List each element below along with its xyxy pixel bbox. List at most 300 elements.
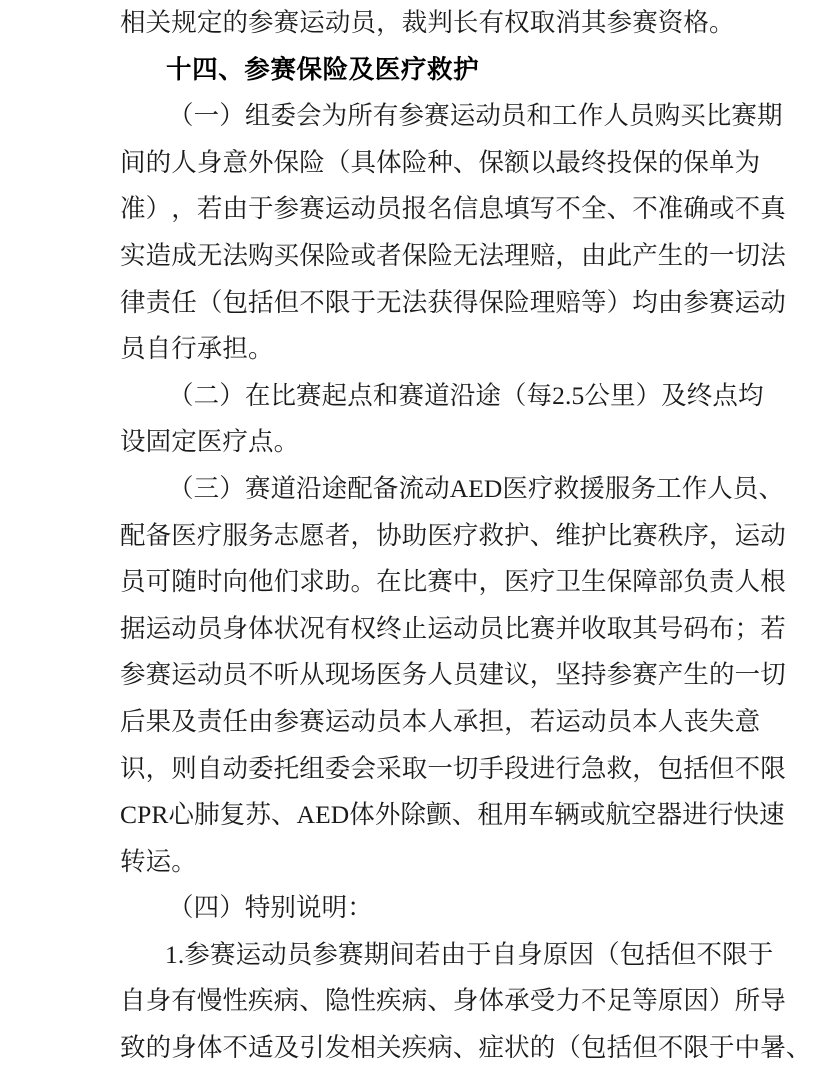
numbered-item-1-line-1	[120, 932, 774, 979]
glyph: 意	[734, 706, 761, 736]
glyph: 途	[475, 380, 501, 410]
glyph: 单	[709, 147, 735, 177]
glyph: 进	[682, 800, 708, 830]
glyph: 自	[491, 939, 518, 969]
glyph: 本	[632, 706, 658, 736]
glyph: 员	[500, 101, 527, 131]
glyph: 的	[683, 240, 710, 270]
glyph: 其	[632, 613, 658, 643]
glyph: 不	[555, 194, 581, 224]
glyph: 性	[350, 986, 377, 1016]
glyph: 若	[760, 613, 786, 643]
glyph: ）	[219, 380, 245, 410]
glyph: 所	[734, 986, 761, 1016]
glyph: 疗	[528, 473, 554, 503]
glyph: 疗	[452, 520, 479, 550]
glyph: 长	[452, 8, 479, 37]
glyph: 准	[120, 194, 146, 224]
glyph: 限	[324, 287, 351, 317]
glyph: ，	[145, 753, 172, 783]
paragraph-3-line-4	[120, 606, 786, 653]
glyph: 5	[571, 380, 585, 410]
glyph: 身	[145, 986, 172, 1016]
glyph: 终	[686, 380, 713, 410]
glyph: 沿	[296, 473, 322, 503]
glyph: 终	[376, 613, 402, 643]
glyph: 责	[709, 567, 735, 597]
glyph: 可	[145, 567, 172, 597]
glyph: 切	[734, 240, 761, 270]
glyph: 自	[196, 753, 223, 783]
glyph: ，	[632, 753, 658, 783]
glyph: （	[594, 939, 620, 969]
paragraph-3-line-2	[120, 513, 786, 560]
glyph: 员	[222, 660, 249, 690]
glyph: 及	[661, 380, 687, 410]
glyph: 用	[502, 800, 529, 830]
glyph: 的	[657, 147, 684, 177]
glyph: 无	[196, 240, 223, 270]
glyph: 和	[372, 380, 399, 410]
glyph: ，	[504, 706, 530, 736]
glyph: 丧	[683, 706, 710, 736]
glyph: 无	[376, 287, 402, 317]
glyph: 体	[196, 1033, 223, 1063]
glyph: ，	[529, 660, 556, 690]
glyph: 心	[168, 800, 195, 830]
glyph: E	[468, 473, 484, 503]
glyph: 生	[657, 240, 684, 270]
glyph: 秩	[657, 520, 684, 550]
glyph: 点	[347, 380, 373, 410]
glyph: 责	[145, 287, 172, 317]
glyph: 、	[452, 1033, 479, 1063]
glyph: 果	[145, 706, 172, 736]
glyph: 包	[222, 287, 249, 317]
glyph: 救	[606, 753, 633, 783]
glyph: 。	[709, 8, 735, 37]
glyph: 由	[440, 939, 467, 969]
glyph: 等	[632, 986, 658, 1016]
glyph: 号	[657, 613, 684, 643]
glyph: 无	[452, 240, 479, 270]
glyph: 承	[452, 706, 479, 736]
glyph: D	[330, 800, 350, 830]
glyph: 人	[734, 567, 761, 597]
glyph: 终	[580, 147, 607, 177]
glyph: 保	[683, 147, 710, 177]
glyph: 建	[478, 660, 505, 690]
glyph: 为	[321, 101, 348, 131]
glyph: 体	[248, 613, 274, 643]
glyph: 会	[296, 101, 322, 131]
text-column	[120, 0, 812, 1072]
glyph: A	[296, 800, 316, 830]
glyph: 员	[478, 613, 505, 643]
glyph: 疾	[401, 1033, 428, 1063]
glyph: 据	[120, 613, 146, 643]
glyph: 确	[683, 194, 710, 224]
glyph: 进	[529, 753, 556, 783]
glyph: 一	[734, 660, 761, 690]
glyph: 赛	[338, 939, 364, 969]
glyph: 。	[350, 567, 377, 597]
glyph: 服	[604, 473, 631, 503]
glyph: 括	[645, 939, 671, 969]
glyph: 时	[196, 567, 223, 597]
glyph: 一	[427, 753, 453, 783]
glyph: 失	[709, 706, 735, 736]
glyph: 空	[630, 800, 657, 830]
glyph: ，	[478, 567, 505, 597]
glyph: ）	[145, 194, 172, 224]
glyph: 赔	[529, 240, 556, 270]
glyph: 在	[376, 567, 402, 597]
glyph: 段	[504, 753, 530, 783]
glyph: 种	[427, 147, 453, 177]
glyph: 动	[350, 706, 377, 736]
glyph: 中	[734, 1033, 761, 1063]
glyph: 比	[504, 613, 530, 643]
glyph: 赛	[299, 706, 325, 736]
glyph: 员	[286, 939, 313, 969]
glyph: 取	[401, 753, 428, 783]
numbered-item-1-line-2	[120, 978, 786, 1025]
paragraph-1-line-5	[120, 280, 786, 327]
glyph: 参	[184, 939, 210, 969]
glyph: （	[168, 473, 194, 503]
glyph: 为	[734, 147, 761, 177]
glyph: 括	[606, 1033, 633, 1063]
glyph: 于	[747, 939, 774, 969]
glyph: 的	[529, 1033, 556, 1063]
glyph: 、	[758, 473, 785, 503]
glyph: 均	[738, 380, 764, 410]
glyph: 求	[299, 567, 325, 597]
glyph: 保	[299, 240, 325, 270]
glyph: 成	[171, 240, 197, 270]
glyph: 此	[606, 240, 633, 270]
glyph: 不	[696, 939, 723, 969]
paragraph-2-line-2: 设固定医疗点。	[120, 427, 300, 457]
glyph: 动	[196, 660, 223, 690]
glyph: 得	[452, 287, 479, 317]
glyph: 他	[248, 567, 274, 597]
glyph: 法	[401, 287, 428, 317]
glyph: 括	[248, 287, 274, 317]
glyph: 或	[350, 240, 377, 270]
section-heading: 十四、参赛保险及医疗救护	[166, 55, 480, 84]
glyph: 律	[120, 287, 146, 317]
glyph: 险	[401, 147, 428, 177]
glyph: 引	[299, 1033, 325, 1063]
glyph: 不	[734, 753, 761, 783]
glyph: 外	[374, 800, 401, 830]
glyph: 起	[321, 380, 348, 410]
glyph: 动	[324, 8, 351, 37]
paragraph-4-line-1: （四）特别说明：	[168, 893, 373, 923]
glyph: 动	[171, 613, 197, 643]
glyph: 和	[526, 101, 553, 131]
paragraph-1-line-6: 员自行承担。	[120, 334, 274, 364]
glyph: 运	[299, 8, 325, 37]
glyph: 法	[222, 240, 249, 270]
glyph: 生	[580, 567, 607, 597]
glyph: 名	[427, 194, 453, 224]
glyph: 但	[709, 753, 735, 783]
glyph: 但	[670, 939, 697, 969]
glyph: 动	[222, 753, 249, 783]
glyph: 有	[372, 101, 399, 131]
glyph: 维	[555, 520, 581, 550]
glyph: 赛	[632, 520, 658, 550]
glyph: 动	[452, 613, 479, 643]
glyph: 有	[171, 986, 197, 1016]
glyph: 不	[299, 287, 325, 317]
glyph: 本	[401, 706, 428, 736]
glyph: 或	[579, 800, 606, 830]
glyph: 性	[222, 986, 249, 1016]
glyph: 配	[120, 520, 146, 550]
glyph: 不	[580, 986, 607, 1016]
glyph: 或	[709, 194, 735, 224]
glyph: 员	[196, 613, 223, 643]
glyph: 工	[656, 473, 682, 503]
glyph: 后	[120, 706, 146, 736]
glyph: 卫	[555, 567, 581, 597]
glyph: 止	[401, 613, 428, 643]
glyph: 工	[552, 101, 578, 131]
glyph: 赛	[424, 101, 450, 131]
paragraph-1-line-4	[120, 233, 786, 280]
glyph: 赛	[273, 8, 300, 37]
glyph: 途	[321, 473, 348, 503]
glyph: 动	[261, 939, 287, 969]
glyph: 布	[709, 613, 735, 643]
glyph: 医	[376, 660, 402, 690]
glyph: 限	[760, 753, 786, 783]
glyph: 员	[120, 567, 146, 597]
glyph: 由	[580, 240, 607, 270]
glyph: 息	[478, 194, 505, 224]
glyph: 疗	[196, 520, 223, 550]
paragraph-1-line-2	[120, 140, 761, 187]
glyph: 足	[606, 986, 633, 1016]
glyph: P	[137, 800, 152, 830]
glyph: 动	[760, 287, 786, 317]
glyph: 准	[657, 194, 684, 224]
glyph: C	[120, 800, 138, 830]
glyph: 听	[273, 660, 300, 690]
glyph: （	[168, 380, 194, 410]
glyph: （	[324, 147, 351, 177]
glyph: 比	[606, 520, 633, 550]
glyph: ，	[350, 520, 377, 550]
glyph: 体	[349, 800, 375, 830]
glyph: 援	[579, 473, 605, 503]
glyph: 码	[683, 613, 710, 643]
glyph: 写	[529, 194, 556, 224]
glyph: .	[177, 939, 185, 969]
glyph: 者	[324, 520, 351, 550]
continued-paragraph-line	[120, 0, 735, 47]
glyph: 的	[709, 660, 735, 690]
glyph: 以	[529, 147, 556, 177]
glyph: 赛	[709, 287, 735, 317]
glyph: 、	[785, 1033, 812, 1063]
glyph: 权	[350, 613, 377, 643]
glyph: 导	[760, 986, 786, 1016]
glyph: 理	[504, 240, 530, 270]
glyph: 于	[466, 939, 492, 969]
glyph: 参	[273, 706, 300, 736]
glyph: 不	[222, 1033, 249, 1063]
glyph: 参	[683, 287, 710, 317]
glyph: 若	[529, 706, 556, 736]
glyph: 但	[273, 287, 300, 317]
glyph: 于	[248, 194, 274, 224]
glyph: 由	[222, 194, 249, 224]
glyph: 务	[401, 660, 428, 690]
glyph: 沿	[449, 380, 476, 410]
glyph: 其	[580, 8, 607, 37]
glyph: 暑	[760, 1033, 786, 1063]
glyph: 护	[504, 520, 530, 550]
glyph: 及	[273, 1033, 300, 1063]
glyph: 则	[171, 753, 197, 783]
glyph: 作	[577, 101, 604, 131]
glyph: 参	[120, 660, 146, 690]
glyph: 者	[376, 240, 402, 270]
glyph: 等	[580, 287, 607, 317]
glyph: 流	[398, 473, 425, 503]
glyph: 赛	[529, 613, 556, 643]
glyph: 获	[427, 287, 453, 317]
glyph: 员	[376, 706, 402, 736]
glyph: 部	[657, 567, 684, 597]
glyph: 间	[389, 939, 415, 969]
glyph: 医	[504, 567, 530, 597]
glyph: 运	[449, 101, 476, 131]
paragraph-2-line-1	[120, 373, 764, 420]
glyph: 医	[427, 520, 453, 550]
glyph: 隐	[324, 986, 351, 1016]
glyph: 于	[709, 1033, 735, 1063]
glyph: 组	[299, 753, 325, 783]
glyph: 赛	[244, 473, 271, 503]
glyph: A	[449, 473, 469, 503]
glyph: 动	[760, 520, 786, 550]
glyph: 状	[273, 613, 300, 643]
glyph: 赛	[632, 8, 658, 37]
glyph: 员	[452, 660, 479, 690]
glyph: 相	[350, 1033, 377, 1063]
glyph: 障	[632, 567, 658, 597]
glyph: 身	[196, 147, 223, 177]
glyph: 发	[324, 1033, 351, 1063]
paragraph-3-line-1	[120, 466, 785, 513]
glyph: 们	[273, 567, 300, 597]
glyph: 疗	[529, 567, 556, 597]
glyph: 参	[606, 8, 633, 37]
glyph: 取	[529, 8, 556, 37]
glyph: 均	[632, 287, 658, 317]
glyph: 比	[401, 567, 428, 597]
glyph: 随	[171, 567, 197, 597]
glyph: 不	[657, 1033, 684, 1063]
glyph: 切	[452, 753, 479, 783]
glyph: 运	[324, 194, 351, 224]
glyph: 由	[657, 287, 684, 317]
glyph: 于	[350, 287, 377, 317]
glyph: 因	[568, 939, 595, 969]
glyph: 参	[248, 8, 274, 37]
glyph: 保	[478, 147, 505, 177]
glyph: 租	[477, 800, 503, 830]
glyph: 救	[478, 520, 505, 550]
glyph: 点	[712, 380, 738, 410]
glyph: 不	[632, 194, 658, 224]
glyph: 车	[528, 800, 555, 830]
glyph: ，	[555, 240, 581, 270]
paragraph-1-line-3	[120, 186, 786, 233]
glyph: 一	[193, 101, 220, 131]
glyph: 员	[350, 8, 377, 37]
glyph: 参	[312, 939, 338, 969]
glyph: 责	[196, 706, 223, 736]
glyph: ，	[171, 194, 197, 224]
glyph: 疾	[376, 986, 402, 1016]
glyph: 议	[504, 660, 530, 690]
glyph: 险	[504, 287, 530, 317]
glyph: 担	[478, 706, 505, 736]
glyph: 有	[324, 613, 351, 643]
glyph: 三	[193, 473, 220, 503]
glyph: 委	[324, 753, 351, 783]
glyph: 向	[222, 567, 249, 597]
glyph: 外	[248, 147, 274, 177]
glyph: ，	[376, 8, 402, 37]
glyph: 不	[248, 660, 274, 690]
glyph: 人	[427, 660, 453, 690]
glyph: 信	[452, 194, 479, 224]
glyph: 并	[555, 613, 581, 643]
glyph: R	[151, 800, 169, 830]
glyph: 动	[475, 101, 501, 131]
paragraph-3-line-5	[120, 652, 786, 699]
glyph: D	[483, 473, 503, 503]
glyph: 的	[145, 147, 172, 177]
glyph: 造	[145, 240, 172, 270]
glyph: 的	[145, 1033, 172, 1063]
glyph: 额	[504, 147, 530, 177]
glyph: 公	[584, 380, 610, 410]
glyph: 若	[414, 939, 441, 969]
glyph: 法	[478, 240, 505, 270]
glyph: 险	[427, 240, 453, 270]
glyph: 原	[542, 939, 569, 969]
glyph: 序	[683, 520, 710, 550]
glyph: 购	[248, 240, 274, 270]
glyph: 赛	[632, 660, 658, 690]
glyph: 道	[424, 380, 450, 410]
glyph: 识	[120, 753, 146, 783]
glyph: 助	[324, 567, 351, 597]
glyph: 快	[733, 800, 760, 830]
glyph: 体	[376, 147, 402, 177]
glyph: 身	[222, 613, 249, 643]
glyph: 赛	[299, 194, 325, 224]
